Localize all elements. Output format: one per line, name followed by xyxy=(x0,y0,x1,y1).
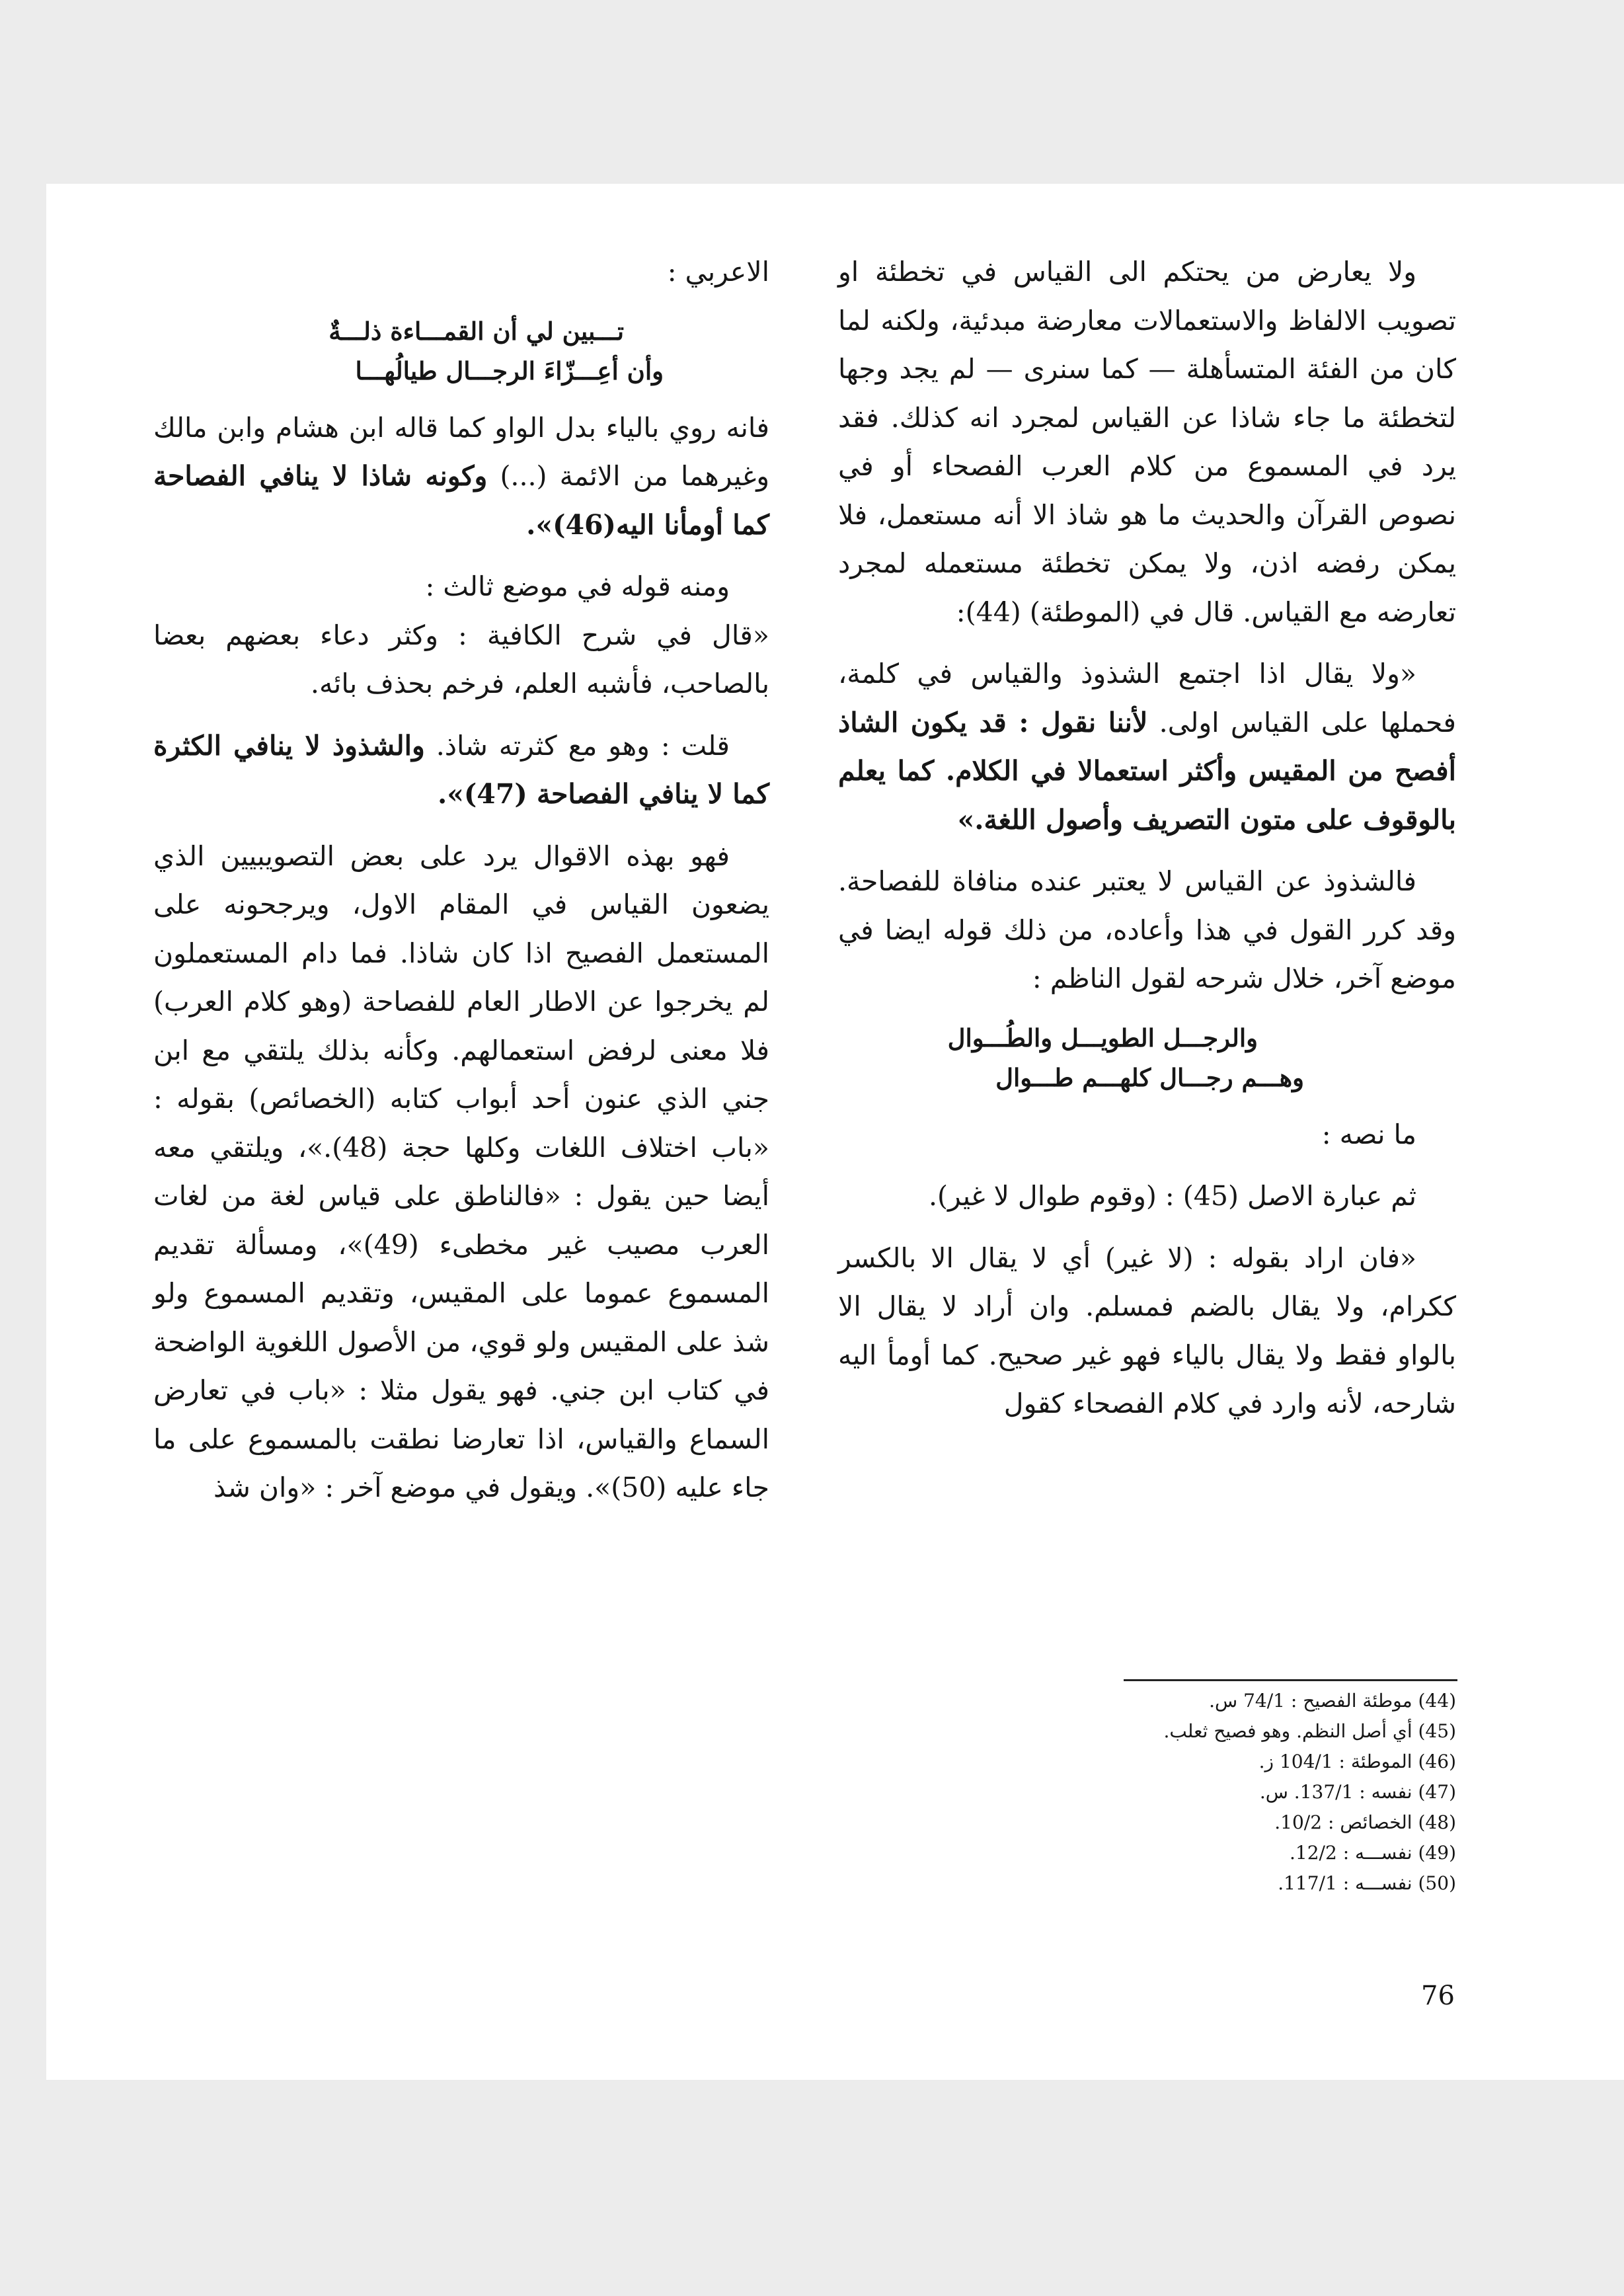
poem-verse xyxy=(838,1018,1456,1097)
paragraph: ثم عبارة الاصل (45) : (وقوم طوال لا غير). xyxy=(929,1180,1416,1212)
paragraph: «فان اراد بقوله : (لا غير) أي لا يقال الا بالكسر ككرام، ولا يقال بالضم فمسلم. وان أراد لا يقال الا بالواو فقط ولا يقال بالياء فهو غير صحيح. كما أومأ اليه شارحه، لأنه وارد في كلام الفصحاء كقول xyxy=(838,1242,1456,1419)
verse-line: وهـــم رجـــال كلهـــم طـــوال xyxy=(995,1062,1304,1092)
footnote: (44) موطئة الفصيح : 74/1 س. xyxy=(1209,1690,1456,1712)
paragraph: فالشذوذ عن القياس لا يعتبر عنده منافاة للفصاحة. وقد كرر القول في هذا وأعاده، من ذلك قوله ايضا في موضع آخر، خلال شرحه لقول الناظم : xyxy=(838,865,1456,994)
paragraph: ومنه قوله في موضع ثالث : xyxy=(425,571,730,602)
footnote: (46) الموطئة : 104/1 ز. xyxy=(1258,1751,1456,1772)
quote-text: «ولا يقال اذا اجتمع الشذوذ والقياس في كلمة، فحملها على القياس اولى. xyxy=(838,658,1456,738)
verse-line: تـــبين لي أن القمـــاءة ذلـــةٌ xyxy=(329,316,624,346)
paragraph-emphasis: وكونه شاذا لا ينافي الفصاحة كما أومأنا اليه(46)». xyxy=(153,460,769,541)
right-column xyxy=(838,248,1456,1429)
footnote-divider xyxy=(1124,1679,1457,1681)
paragraph-emphasis: والشذوذ لا ينافي الكثرة كما لا ينافي الفصاحة (47)». xyxy=(153,729,769,810)
footnote: (49) نفســـه : 12/2. xyxy=(1290,1842,1456,1864)
quote-emphasis: لأننا نقول : قد يكون الشاذ أفصح من المقيس وأكثر استعمالا في الكلام. كما يعلم بالوقوف على متون التصريف وأصول اللغة.» xyxy=(838,706,1456,836)
poem-verse xyxy=(153,311,769,391)
footnote: (47) نفسه : 137/1. س. xyxy=(1259,1781,1456,1803)
paragraph-text: قلت : وهو مع كثرته شاذ. xyxy=(436,729,730,762)
paragraph-text: فانه روي بالياء بدل الواو كما قاله ابن هشام وابن مالك وغيرهما من الائمة (...) xyxy=(153,411,769,492)
footnote: (50) نفســـه : 117/1. xyxy=(1278,1872,1456,1894)
quote-paragraph xyxy=(838,650,1456,844)
footnote: (45) أي أصل النظم. وهو فصيح ثعلب. xyxy=(1163,1720,1456,1742)
paragraph xyxy=(153,722,769,819)
verse-line: وأن أعِـــزّاءَ الرجـــال طيالُهـــا xyxy=(355,356,664,385)
paragraph: الاعربي : xyxy=(667,256,769,288)
verse-line: والرجـــل الطويـــل والطُـــوال xyxy=(947,1023,1258,1052)
paragraph: فهو بهذه الاقوال يرد على بعض التصويبيين الذي يضعون القياس في المقام الاول، ويرجحونه على المستعمل الفصيح اذا كان شاذا. فما دام المستعملون لم يخرجوا عن الاطار العام للفصاحة (وهو كلام العرب) فلا معنى لرفض استعمالهم. وكأنه بذلك يلتقي مع ابن جني الذي عنون أحد أبواب كتابه (الخصائص) بقوله : «باب اختلاف اللغات وكلها حجة (48).»، ويلتقي معه أيضا حين يقول : «فالناطق على قياس لغة من لغات العرب مصيب غير مخطىء (49)»، ومسألة تقديم المسموع عموما على المقيس، وتقديم المسموع ولو شذ على المقيس ولو قوي، من الأصول اللغوية الواضحة في كتاب ابن جني. فهو يقول مثلا : «باب في تعارض السماع والقياس، اذا تعارضا نطقت بالمسموع على ما جاء عليه (50)». ويقول في موضع آخر : «وان شذ xyxy=(153,840,770,1503)
footnotes xyxy=(838,1686,1456,1899)
paragraph: ما نصه : xyxy=(1321,1118,1416,1150)
paragraph: ولا يعارض من يحتكم الى القياس في تخطئة او تصويب الالفاظ والاستعمالات معارضة مبدئية، ولكنه لما كان من الفئة المتسأهلة — كما سنرى — لم يجد وجها لتخطئة ما جاء شاذا عن القياس لمجرد انه كذلك. فقد يرد في المسموع من كلام العرب الفصحاء أو في نصوص القرآن والحديث ما هو شاذ الا أنه مستعمل، فلا يمكن رفضه اذن، ولا يمكن تخطئة مستعمله لمجرد تعارضه مع القياس. قال في (الموطئة) (44): xyxy=(838,256,1456,628)
quote-paragraph: «قال في شرح الكافية : وكثر دعاء بعضهم بعضا بالصاحب، فأشبه العلم، فرخم بحذف بائه. xyxy=(153,619,769,699)
page-number: 76 xyxy=(1421,1981,1455,2011)
footnote: (48) الخصائص : 10/2. xyxy=(1274,1811,1456,1833)
left-column xyxy=(153,248,769,1513)
paragraph xyxy=(153,404,769,550)
